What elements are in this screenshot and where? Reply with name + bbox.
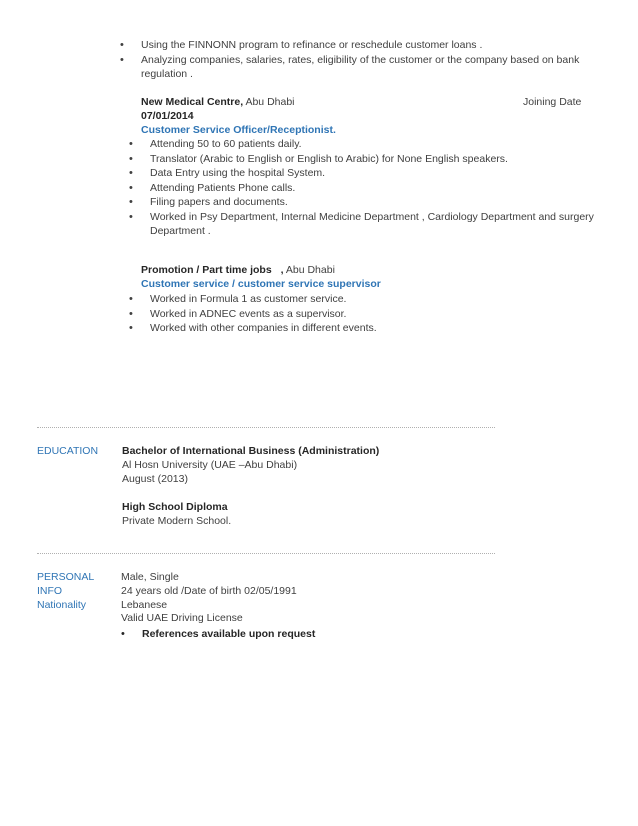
job-separator: , bbox=[280, 264, 284, 276]
personal-heading: PERSONAL bbox=[37, 571, 95, 583]
section-divider bbox=[37, 553, 495, 554]
list-item: • Analyzing companies, salaries, rates, eligibility of the customer or the company based on bank bbox=[120, 53, 580, 66]
job-employer: New Medical Centre, bbox=[141, 96, 244, 108]
job-promotion-bullets bbox=[129, 292, 377, 336]
list-item: • Data Entry using the hospital System. bbox=[129, 167, 326, 179]
bullet-icon: • bbox=[120, 53, 124, 66]
bullet-icon: • bbox=[129, 293, 133, 305]
job-employer: Promotion / Part time jobs bbox=[141, 264, 272, 276]
job-promotion-header bbox=[141, 263, 335, 277]
list-item: • Worked with other companies in different events. bbox=[129, 322, 377, 334]
personal-nationality: Lebanese bbox=[121, 599, 168, 611]
education-heading: EDUCATION bbox=[37, 445, 99, 457]
job-date: 07/01/2014 bbox=[141, 110, 194, 122]
list-item: • Using the FINNONN program to refinance or reschedule customer loans . bbox=[120, 39, 483, 51]
education-university: Al Hosn University (UAE –Abu Dhabi) bbox=[122, 459, 298, 471]
bullet-icon: • bbox=[129, 138, 133, 150]
personal-heading-info: INFO bbox=[37, 585, 63, 597]
personal-status: Male, Single bbox=[121, 571, 179, 583]
section-divider bbox=[37, 427, 495, 428]
list-item: • Translator (Arabic to English or English to Arabic) for None English speakers. bbox=[129, 152, 508, 165]
list-item: • References available upon request bbox=[121, 628, 316, 640]
bullet-icon: • bbox=[129, 181, 133, 194]
list-item: • Worked in Formula 1 as customer service. bbox=[129, 293, 347, 305]
job-location: Abu Dhabi bbox=[245, 96, 295, 108]
education-school: Private Modern School. bbox=[122, 515, 232, 527]
bullet-icon: • bbox=[129, 322, 133, 334]
job-medical-header bbox=[141, 95, 295, 109]
list-item: • Filing papers and documents. bbox=[129, 196, 288, 208]
bullet-icon: • bbox=[129, 196, 133, 208]
experience-top-bullets bbox=[120, 38, 580, 82]
list-item-continuation: Department . bbox=[150, 225, 211, 237]
list-item: • Attending 50 to 60 patients daily. bbox=[129, 138, 302, 150]
bullet-icon: • bbox=[129, 307, 133, 320]
job-location: Abu Dhabi bbox=[285, 264, 335, 276]
nationality-heading: Nationality bbox=[37, 599, 87, 611]
joining-date-label: Joining Date bbox=[523, 96, 582, 108]
education-date: August (2013) bbox=[122, 473, 188, 485]
bullet-icon: • bbox=[120, 39, 124, 51]
bullet-icon: • bbox=[129, 152, 133, 165]
job-title: Customer Service Officer/Receptionist. bbox=[141, 124, 336, 136]
education-degree: Bachelor of International Business (Administration) bbox=[122, 445, 380, 457]
job-title: Customer service / customer service supervisor bbox=[141, 278, 381, 290]
education-diploma: High School Diploma bbox=[122, 501, 228, 513]
bullet-icon: • bbox=[129, 167, 133, 179]
list-item-continuation: regulation . bbox=[141, 68, 193, 80]
job-medical-bullets bbox=[129, 137, 594, 239]
bullet-icon: • bbox=[129, 210, 133, 223]
list-item: • Worked in ADNEC events as a supervisor. bbox=[129, 307, 347, 320]
list-item: • Attending Patients Phone calls. bbox=[129, 181, 296, 194]
personal-license: Valid UAE Driving License bbox=[121, 612, 243, 624]
references-list bbox=[121, 627, 316, 642]
list-item: • Worked in Psy Department, Internal Medicine Department , Cardiology Department and surgery bbox=[129, 210, 594, 223]
bullet-icon: • bbox=[121, 628, 125, 640]
personal-age-dob: 24 years old /Date of birth 02/05/1991 bbox=[121, 585, 297, 597]
